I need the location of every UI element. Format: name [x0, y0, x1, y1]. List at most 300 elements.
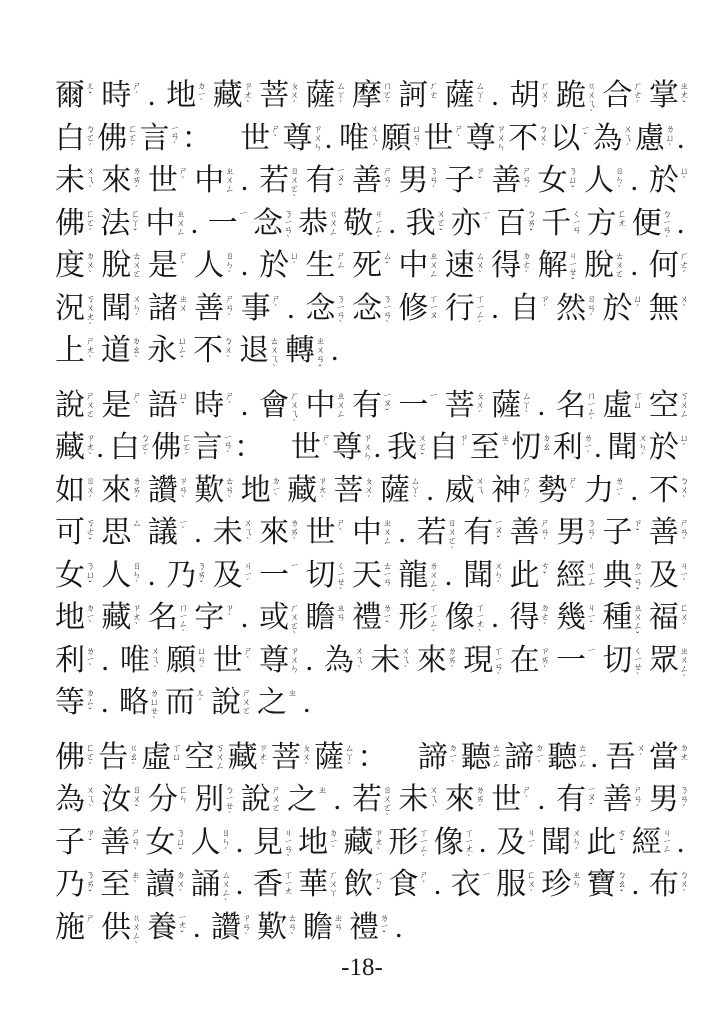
- zhuyin-annotation: ㄗㄞˋ: [539, 645, 550, 674]
- zhuyin-annotation: ㄓㄨㄥ: [175, 208, 186, 236]
- char-unit: [556, 601, 596, 641]
- zhuyin-annotation: ㄦˊ: [195, 688, 205, 707]
- zhuyin-annotation: ㄖㄨˇ: [131, 785, 142, 813]
- zhuyin-annotation: ㄕˊ: [131, 81, 142, 100]
- char-unit: [491, 164, 531, 204]
- char-unit: [211, 686, 251, 726]
- zhuyin-annotation: ㄩㄢˋ: [411, 123, 422, 152]
- zhuyin-annotation: ㄘˇ: [539, 560, 550, 580]
- zhuyin-annotation: ㄕㄣˊ: [521, 475, 532, 504]
- zhuyin-annotation: ㄙㄚˋ: [521, 390, 532, 419]
- han-character: 來: [101, 473, 132, 507]
- punctuation: .: [303, 686, 311, 719]
- punctuation: .: [594, 431, 602, 464]
- zhuyin-annotation: ㄧㄣˇ: [373, 870, 384, 897]
- zhuyin-annotation: ㄧ: [428, 390, 439, 398]
- char-unit: [241, 474, 281, 514]
- han-character: 瞻: [303, 910, 333, 944]
- han-character: 世: [290, 431, 321, 464]
- zhuyin-annotation: ㄗㄤˋ: [373, 827, 384, 856]
- char-unit: [306, 292, 346, 332]
- char-unit: [556, 644, 596, 684]
- han-character: 地: [240, 473, 271, 507]
- han-character: 於: [648, 164, 679, 197]
- han-character: 聽: [547, 740, 578, 774]
- han-character: 時: [194, 388, 225, 422]
- han-character: 一: [207, 206, 238, 240]
- han-character: 便: [631, 206, 662, 240]
- han-character: 之: [257, 686, 287, 719]
- text-line: [55, 207, 689, 250]
- punctuation: .: [147, 79, 156, 112]
- han-character: 及: [212, 558, 243, 592]
- zhuyin-annotation: ㄕˋ: [177, 251, 188, 270]
- zhuyin-annotation: ㄉㄠ: [541, 433, 552, 451]
- han-character: 力: [584, 473, 615, 507]
- char-unit: [349, 911, 389, 951]
- char-unit: [510, 79, 550, 119]
- char-unit: [191, 868, 231, 908]
- han-character: 言: [139, 121, 170, 155]
- zhuyin-annotation: ㄈㄛˊ: [127, 123, 138, 152]
- char-unit: [608, 431, 648, 471]
- char-unit: [339, 122, 379, 162]
- han-character: 布: [648, 868, 679, 901]
- zhuyin-annotation: ㄋㄞˇ: [196, 560, 207, 589]
- han-character: 龍: [398, 558, 429, 592]
- han-character: 永: [147, 334, 177, 367]
- punctuation: .: [240, 601, 249, 634]
- zhuyin-annotation: ㄗˇ: [85, 827, 95, 847]
- han-character: 敬: [343, 206, 374, 240]
- han-character: 香: [252, 868, 283, 901]
- char-unit: [100, 207, 140, 247]
- char-unit: [445, 474, 485, 514]
- han-character: 有: [305, 164, 336, 197]
- char-unit: [55, 207, 95, 247]
- text-line: [55, 911, 689, 954]
- zhuyin-annotation: ㄕˊ: [418, 870, 429, 889]
- punctuation: .: [676, 825, 685, 859]
- char-unit: [55, 334, 95, 374]
- zhuyin-annotation: ㄦˇ: [85, 81, 95, 100]
- char-unit: [635, 122, 675, 162]
- char-unit: [259, 644, 299, 684]
- char-unit: [541, 826, 581, 866]
- zhuyin-annotation: ㄌㄧˋ: [582, 433, 593, 460]
- han-character: 形: [388, 825, 419, 859]
- zhuyin-annotation: ㄌㄧˇ: [381, 603, 392, 630]
- char-unit: [147, 911, 187, 951]
- char-unit: [213, 79, 253, 119]
- char-unit: [418, 741, 458, 781]
- zhuyin-annotation: ㄕㄢˋ: [130, 827, 141, 856]
- char-unit: [547, 741, 587, 781]
- han-character: 一: [259, 558, 290, 592]
- han-character: 得: [491, 249, 522, 282]
- char-unit: [259, 559, 299, 599]
- char-unit: [496, 826, 536, 866]
- zhuyin-annotation: ㄨㄛˇ: [435, 208, 446, 237]
- han-character: 利: [55, 643, 85, 677]
- han-character: 佛: [55, 740, 85, 774]
- punctuation: .: [190, 206, 199, 240]
- char-unit: [496, 207, 536, 247]
- char-unit: [213, 644, 253, 684]
- zhuyin-annotation: ㄆㄨˊ: [363, 475, 374, 504]
- char-unit: [241, 783, 281, 823]
- han-character: 人: [194, 249, 225, 282]
- zhuyin-annotation: ㄉㄜˊ: [521, 251, 532, 279]
- han-character: 於: [648, 431, 679, 464]
- han-character: 於: [259, 249, 290, 282]
- han-character: 聞: [541, 825, 572, 859]
- zhuyin-annotation: ㄑㄧㄝˋ: [632, 645, 643, 681]
- han-character: 行: [444, 291, 475, 325]
- zhuyin-annotation: ㄗˋ: [458, 433, 469, 452]
- char-unit: [55, 559, 95, 599]
- han-character: 爾: [55, 79, 85, 112]
- char-unit: [306, 249, 346, 289]
- zhuyin-annotation: ㄗㄤˋ: [85, 433, 95, 461]
- han-character: 幾: [556, 601, 587, 634]
- text-line: [55, 686, 689, 729]
- zhuyin-annotation: ㄙㄚˋ: [409, 475, 420, 504]
- punctuation: .: [631, 868, 640, 901]
- zhuyin-annotation: ㄑㄧㄝˋ: [335, 560, 346, 596]
- zhuyin-annotation: ㄧㄡˇ: [381, 390, 392, 417]
- char-unit: [185, 741, 225, 781]
- zhuyin-annotation: ㄏㄨㄛˋ: [289, 603, 300, 640]
- zhuyin-annotation: ㄕㄢˋ: [381, 166, 392, 194]
- zhuyin-annotation: ㄩˊ: [678, 433, 689, 452]
- char-unit: [110, 431, 150, 471]
- char-unit: [352, 164, 392, 204]
- char-unit: [461, 741, 501, 781]
- han-character: 百: [496, 206, 527, 240]
- page-number: -18-: [341, 954, 383, 981]
- han-character: 施: [55, 910, 85, 944]
- char-unit: [147, 334, 187, 374]
- char-unit: [602, 783, 642, 823]
- char-unit: [55, 431, 95, 471]
- char-unit: [306, 389, 346, 429]
- char-unit: [291, 431, 331, 471]
- char-unit: [211, 911, 251, 951]
- text-line: [55, 122, 689, 165]
- han-character: 及: [496, 825, 527, 859]
- char-unit: [491, 783, 531, 823]
- char-unit: [259, 389, 299, 429]
- zhuyin-annotation: ㄈㄚˇ: [130, 208, 141, 237]
- punctuation: .: [194, 516, 202, 549]
- char-unit: [120, 644, 160, 684]
- zhuyin-annotation: ㄙㄚˋ: [474, 81, 485, 109]
- zhuyin-annotation: ㄌㄧˋ: [614, 475, 625, 502]
- zhuyin-annotation: ㄍㄨㄟˋ: [586, 81, 597, 118]
- char-unit: [101, 516, 141, 556]
- han-character: 告: [98, 740, 129, 774]
- zhuyin-annotation: ㄓㄨㄢˇ: [315, 336, 325, 373]
- han-character: 合: [602, 79, 633, 112]
- han-character: 一: [556, 643, 587, 677]
- han-character: 形: [398, 601, 429, 634]
- zhuyin-annotation: ㄓˋ: [499, 433, 510, 452]
- han-character: 唯: [119, 643, 150, 677]
- char-unit: [352, 249, 392, 289]
- text-line: [55, 826, 689, 869]
- punctuation: .: [373, 431, 382, 464]
- text-line: [55, 559, 689, 602]
- punctuation: .: [235, 825, 244, 859]
- char-unit: [194, 249, 234, 289]
- wide-space: [389, 741, 415, 774]
- char-unit: [584, 164, 624, 204]
- char-unit: [194, 389, 234, 429]
- zhuyin-annotation: ㄋㄧㄢˋ: [381, 293, 392, 329]
- zhuyin-annotation: ㄅㄞˇ: [526, 208, 537, 237]
- char-unit: [451, 868, 491, 908]
- han-character: 議: [147, 516, 178, 549]
- zhuyin-annotation: ㄓㄤˇ: [678, 81, 689, 109]
- zhuyin-annotation: ㄆㄨˊ: [474, 390, 485, 419]
- char-unit: [213, 516, 253, 556]
- han-character: 善: [509, 516, 540, 549]
- punctuation: .: [395, 910, 403, 944]
- zhuyin-annotation: ㄩˇ: [177, 390, 188, 410]
- char-unit: [445, 249, 485, 289]
- char-unit: [510, 601, 550, 641]
- zhuyin-annotation: ㄋㄩˇ: [85, 560, 95, 589]
- char-unit: [148, 164, 188, 204]
- char-unit: [445, 601, 485, 641]
- char-unit: [140, 122, 180, 162]
- han-character: 跪: [556, 79, 587, 112]
- text-line: [55, 474, 689, 517]
- han-character: 讚: [211, 910, 241, 944]
- char-unit: [649, 474, 689, 514]
- han-character: 為: [55, 783, 85, 816]
- char-unit: [55, 249, 95, 289]
- char-unit: [101, 249, 141, 289]
- char-unit: [451, 207, 491, 247]
- zhuyin-annotation: ㄓㄨㄥ: [428, 251, 439, 278]
- han-character: 如: [55, 473, 85, 507]
- char-unit: [496, 868, 536, 908]
- zhuyin-annotation: ㄗㄨㄣ: [495, 123, 506, 151]
- char-unit: [259, 249, 299, 289]
- zhuyin-annotation: ㄋㄧㄢˋ: [335, 293, 346, 329]
- char-unit: [556, 783, 596, 823]
- han-character: 中: [305, 388, 336, 422]
- zhuyin-annotation: ㄅㄨˋ: [223, 336, 233, 364]
- han-character: 若: [259, 164, 290, 197]
- han-character: 會: [259, 388, 290, 422]
- han-character: 掌: [648, 79, 679, 112]
- char-unit: [586, 868, 626, 908]
- han-character: 諦: [417, 740, 448, 774]
- zhuyin-annotation: ㄅㄧㄝˊ: [224, 785, 235, 821]
- han-character: 禮: [349, 910, 379, 944]
- zhuyin-annotation: ㄊㄧㄢ: [381, 560, 392, 586]
- zhuyin-annotation: ㄅㄨˋ: [538, 123, 548, 152]
- han-character: 善: [100, 825, 131, 859]
- punctuation: .: [96, 431, 104, 464]
- zhuyin-annotation: ㄨˊ: [635, 742, 646, 762]
- text-line: [55, 292, 689, 335]
- char-unit: [550, 122, 590, 162]
- han-character: 讚: [147, 473, 178, 507]
- char-unit: [298, 826, 338, 866]
- zhuyin-annotation: ㄉㄧˋ: [534, 742, 545, 769]
- zhuyin-annotation: ㄖㄣˊ: [614, 166, 625, 194]
- han-character: 誦: [190, 868, 221, 901]
- char-unit: [387, 431, 427, 471]
- han-character: 中: [398, 249, 429, 282]
- han-character: 之: [287, 783, 318, 816]
- punctuation: .: [478, 825, 487, 859]
- han-character: 佛: [55, 206, 85, 240]
- zhuyin-annotation: ㄆㄨˊ: [300, 742, 311, 771]
- zhuyin-annotation: ㄧ: [289, 560, 300, 568]
- zhuyin-annotation: ㄋㄞˇ: [85, 870, 95, 898]
- char-unit: [55, 783, 95, 823]
- zhuyin-annotation: ㄆㄨˊ: [289, 81, 300, 109]
- char-unit: [602, 516, 642, 556]
- char-unit: [285, 334, 325, 374]
- han-character: 藏: [287, 473, 318, 507]
- char-unit: [352, 601, 392, 641]
- zhuyin-annotation: ㄧˋ: [480, 208, 491, 226]
- char-unit: [241, 292, 281, 332]
- paragraph: [55, 389, 689, 729]
- char-unit: [649, 601, 689, 641]
- han-character: 上: [55, 334, 85, 367]
- han-character: 菩: [259, 79, 290, 112]
- zhuyin-annotation: ㄒㄧㄤˋ: [474, 603, 485, 639]
- char-unit: [148, 601, 188, 641]
- han-character: 見: [252, 825, 283, 859]
- char-unit: [101, 601, 141, 641]
- han-character: 人: [190, 825, 221, 859]
- han-character: 思: [101, 516, 132, 549]
- char-unit: [556, 516, 596, 556]
- char-unit: [145, 826, 185, 866]
- char-unit: [100, 868, 140, 908]
- wide-space: [263, 431, 289, 464]
- char-unit: [148, 516, 188, 556]
- char-unit: [556, 79, 596, 119]
- han-character: 亦: [450, 206, 481, 240]
- han-character: 及: [648, 558, 679, 592]
- han-character: 修: [398, 291, 429, 325]
- char-unit: [398, 783, 438, 823]
- han-character: 白: [109, 431, 140, 464]
- char-unit: [556, 389, 596, 429]
- zhuyin-annotation: ㄋㄢˊ: [586, 518, 597, 546]
- han-character: 薩: [379, 473, 410, 507]
- han-character: 服: [496, 868, 527, 901]
- han-character: 退: [239, 334, 269, 367]
- char-unit: [649, 431, 689, 471]
- punctuation: .: [287, 291, 295, 325]
- han-character: 人: [101, 558, 132, 592]
- han-character: 虛: [141, 740, 172, 774]
- zhuyin-annotation: ㄨㄟˋ: [242, 518, 253, 546]
- zhuyin-annotation: ㄅㄨˋ: [678, 870, 689, 898]
- char-unit: [259, 164, 299, 204]
- han-character: 白: [55, 121, 85, 155]
- han-character: 一: [398, 388, 429, 422]
- zhuyin-annotation: ㄌㄩㄝˋ: [149, 688, 159, 725]
- zhuyin-annotation: ㄌㄩˋ: [664, 123, 675, 152]
- han-character: 當: [648, 740, 679, 774]
- han-character: 轉: [285, 334, 315, 367]
- zhuyin-annotation: ㄌㄞˊ: [446, 645, 457, 674]
- zhuyin-annotation: ㄕㄤˋ: [85, 336, 95, 364]
- han-character: 男: [556, 516, 587, 549]
- han-character: 可: [55, 516, 85, 549]
- han-character: 佛: [151, 431, 182, 464]
- zhuyin-annotation: ㄨㄣˊ: [493, 560, 504, 589]
- han-character: 現: [463, 643, 494, 677]
- char-unit: [148, 474, 188, 514]
- han-character: 寶: [586, 868, 617, 901]
- han-character: 菩: [333, 473, 364, 507]
- char-unit: [584, 474, 624, 514]
- han-character: 女: [537, 164, 568, 197]
- char-unit: [306, 164, 346, 204]
- char-unit: [649, 292, 689, 332]
- han-character: 來: [416, 643, 447, 677]
- han-character: 脫: [101, 249, 132, 282]
- char-unit: [55, 741, 95, 781]
- han-character: 藏: [212, 79, 243, 112]
- char-unit: [324, 644, 364, 684]
- zhuyin-annotation: ㄅㄠˇ: [616, 870, 627, 898]
- han-character: 切: [602, 643, 633, 677]
- han-character: 佛: [97, 121, 128, 155]
- zhuyin-annotation: ㄏㄜˊ: [632, 81, 643, 109]
- char-unit: [148, 292, 188, 332]
- zhuyin-annotation: ㄓ: [287, 688, 297, 697]
- zhuyin-annotation: ㄕˋ: [567, 475, 578, 495]
- char-unit: [510, 516, 550, 556]
- zhuyin-annotation: ㄧˋ: [177, 518, 188, 536]
- zhuyin-annotation: ㄩˊ: [632, 293, 643, 313]
- char-unit: [510, 644, 550, 684]
- han-character: 訶: [398, 79, 429, 112]
- zhuyin-annotation: ㄈㄣ: [177, 785, 188, 803]
- han-character: 何: [648, 249, 679, 282]
- zhuyin-annotation: ㄋㄩˇ: [567, 166, 578, 194]
- punctuation: .: [388, 206, 396, 240]
- zhuyin-annotation: ㄐㄧㄝˇ: [567, 251, 578, 287]
- punctuation: .: [491, 79, 499, 112]
- han-character: 瞻: [305, 601, 336, 634]
- han-character: 名: [556, 388, 587, 422]
- text-line: [55, 389, 689, 432]
- han-character: 方: [586, 206, 617, 240]
- char-unit: [370, 644, 410, 684]
- char-unit: [55, 474, 95, 514]
- text-line: [55, 741, 689, 784]
- han-character: 至: [100, 868, 131, 901]
- zhuyin-annotation: ㄒㄩ: [171, 742, 182, 761]
- char-unit: [606, 741, 646, 781]
- punctuation: .: [193, 910, 201, 944]
- han-character: 女: [55, 558, 85, 592]
